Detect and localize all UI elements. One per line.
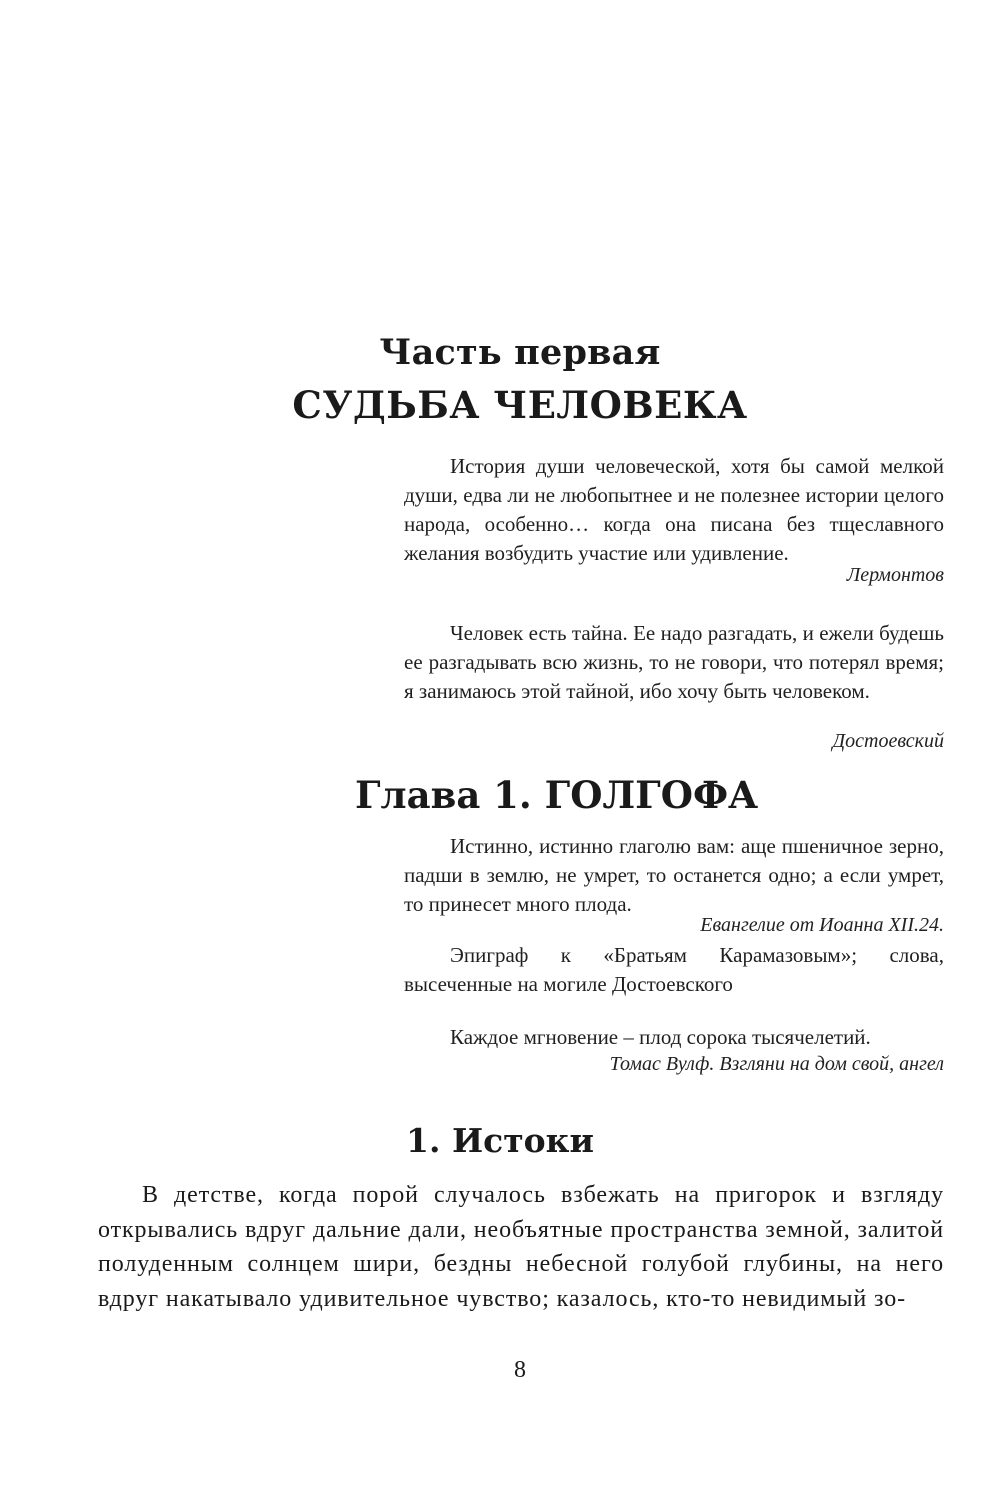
section-title: 1. Истоки [406, 1121, 594, 1160]
epigraph-dostoevsky [404, 619, 944, 706]
epigraph-text: Каждое мгновение – плод сорока тысячелетий. [450, 1025, 871, 1049]
paragraph: В детстве, когда порой случалось взбежать на пригорок и взгляду открывались вдруг дальние дали, необъятные пространства земной, залитой полуденным солнцем шири, бездны небесной голубой глубины, на него вдруг накатывало удивительное чувство; казалось, кто-то невидимый зо- [98, 1182, 944, 1312]
epigraph-text: Истинно, истинно глаголю вам: аще пшеничное зерно, падши в землю, не умрет, то останется одно; а если умрет, то принесет много плода. [404, 834, 944, 916]
chapter-epigraph-wolfe [404, 1023, 944, 1052]
epigraph-text: История души человеческой, хотя бы самой мелкой души, едва ли не любопытнее и не полезнее истории целого народа, особенно… когда она писана без тщеславного желания возбудить участие или удивление. [404, 454, 944, 565]
body-text [98, 1178, 944, 1316]
page-number: 8 [514, 1357, 526, 1383]
epigraph-author: Евангелие от Иоанна XII.24. [700, 914, 944, 936]
chapter-title: Глава 1. ГОЛГОФА [355, 773, 759, 817]
chapter-epigraph-gospel [404, 832, 944, 919]
epigraph-note [404, 941, 944, 999]
epigraph-author: Достоевский [832, 730, 944, 752]
epigraph-note-text: Эпиграф к «Братьям Карамазовым»; слова, высеченные на могиле Достоевского [404, 943, 944, 996]
epigraph-author: Лермонтов [846, 564, 944, 586]
epigraph-lermontov [404, 452, 944, 568]
epigraph-text: Человек есть тайна. Ее надо разгадать, и ежели будешь ее разгадывать всю жизнь, то не говори, что потерял время; я занимаюсь этой тайной, ибо хочу быть человеком. [404, 621, 944, 703]
part-title: СУДЬБА ЧЕЛОВЕКА [292, 383, 748, 427]
epigraph-author: Томас Вулф. Взгляни на дом свой, ангел [609, 1053, 944, 1075]
part-label: Часть первая [379, 332, 661, 373]
